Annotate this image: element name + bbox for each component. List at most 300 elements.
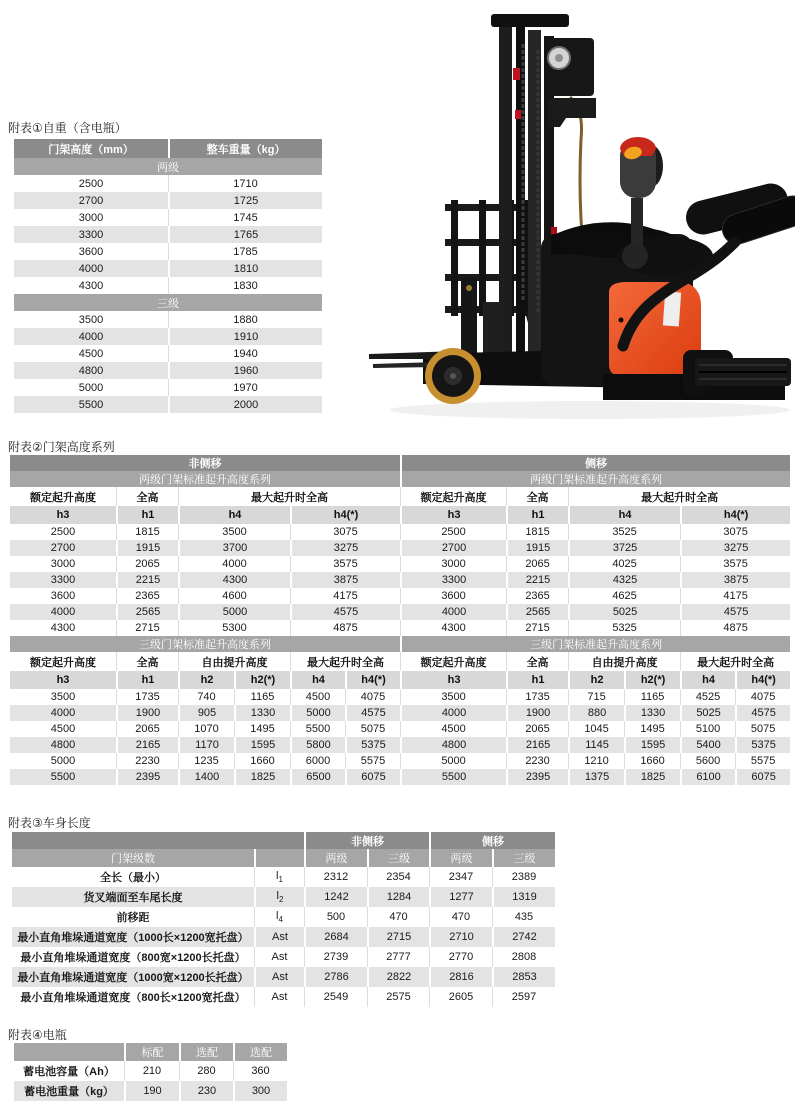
- sub-header: h4: [290, 671, 345, 689]
- table1-header-row: [14, 139, 322, 158]
- value-cell: 3275: [680, 540, 790, 556]
- data-row: [10, 753, 790, 769]
- value-cell: 3300: [14, 226, 168, 243]
- sub-header: h4(*): [735, 671, 790, 689]
- value-cell: 2230: [116, 753, 178, 769]
- group-header: 额定起升高度: [400, 652, 506, 671]
- value-cell: 3500: [178, 524, 290, 540]
- value-cell: 2000: [168, 396, 322, 413]
- value-cell: 2230: [506, 753, 568, 769]
- stage-header: 两级: [429, 849, 492, 867]
- sub-header: h1: [116, 671, 178, 689]
- series-label: 三级门架标准起升高度系列: [400, 636, 790, 652]
- value-cell: 5025: [680, 705, 735, 721]
- data-row: [14, 1081, 287, 1101]
- value-cell: 2808: [492, 947, 555, 967]
- dimension-label: 最小直角堆垛通道宽度（1000宽×1200长托盘）: [12, 967, 254, 987]
- value-cell: 3000: [10, 556, 116, 572]
- value-cell: 3500: [10, 689, 116, 705]
- value-cell: 3600: [400, 588, 506, 604]
- value-cell: 1284: [367, 887, 429, 907]
- dimension-symbol: Ast: [254, 967, 304, 987]
- value-cell: 2575: [367, 987, 429, 1007]
- value-cell: 1735: [506, 689, 568, 705]
- series-label: 两级门架标准起升高度系列: [400, 471, 790, 487]
- group-header: 自由提升高度: [568, 652, 680, 671]
- value-cell: 230: [179, 1081, 233, 1101]
- data-row: [14, 260, 322, 277]
- value-cell: 4575: [290, 604, 400, 620]
- product-photo-reach-truck: [365, 2, 795, 426]
- value-cell: 3875: [680, 572, 790, 588]
- value-cell: 2354: [367, 867, 429, 887]
- value-cell: 4325: [568, 572, 680, 588]
- value-cell: 1915: [506, 540, 568, 556]
- value-cell: 4600: [178, 588, 290, 604]
- battery-table: [14, 1043, 287, 1101]
- value-cell: 3525: [568, 524, 680, 540]
- group-header: 全高: [506, 487, 568, 506]
- value-cell: 5500: [290, 721, 345, 737]
- value-cell: 1375: [568, 769, 624, 785]
- value-cell: 4800: [14, 362, 168, 379]
- sub-header: h4(*): [290, 506, 400, 524]
- value-cell: 3000: [400, 556, 506, 572]
- empty-header: [14, 1043, 124, 1061]
- value-cell: 5800: [290, 737, 345, 753]
- value-cell: 2715: [506, 620, 568, 636]
- value-cell: 3700: [178, 540, 290, 556]
- value-cell: 6000: [290, 753, 345, 769]
- value-cell: 1070: [178, 721, 234, 737]
- group-header: 最大起升时全高: [290, 652, 400, 671]
- value-cell: 2816: [429, 967, 492, 987]
- series-label: 两级门架标准起升高度系列: [10, 471, 400, 487]
- value-cell: 4300: [178, 572, 290, 588]
- value-cell: 2395: [506, 769, 568, 785]
- value-cell: 5600: [680, 753, 735, 769]
- value-cell: 1970: [168, 379, 322, 396]
- value-cell: 2597: [492, 987, 555, 1007]
- value-cell: 2065: [116, 721, 178, 737]
- sub-header: h2(*): [624, 671, 680, 689]
- value-cell: 1400: [178, 769, 234, 785]
- value-cell: 4500: [14, 345, 168, 362]
- sub-header: h4(*): [680, 506, 790, 524]
- value-cell: 2312: [304, 867, 367, 887]
- group-header: 最大起升时全高: [178, 487, 400, 506]
- value-cell: 5500: [10, 769, 116, 785]
- dimension-symbol: $l_2$: [254, 887, 304, 907]
- value-cell: 1045: [568, 721, 624, 737]
- section-band: [14, 158, 322, 175]
- data-row: [10, 721, 790, 737]
- shift-group-label: 侧移: [429, 832, 555, 849]
- value-cell: 5375: [735, 737, 790, 753]
- data-row: [12, 927, 555, 947]
- group-header: 额定起升高度: [400, 487, 506, 506]
- value-cell: 2715: [367, 927, 429, 947]
- sub-header: h4: [568, 506, 680, 524]
- empty-header: [12, 832, 304, 849]
- value-cell: 2165: [116, 737, 178, 753]
- value-cell: 1880: [168, 311, 322, 328]
- value-cell: 3600: [14, 243, 168, 260]
- value-cell: 2365: [506, 588, 568, 604]
- value-cell: 4875: [680, 620, 790, 636]
- value-cell: 4575: [680, 604, 790, 620]
- value-cell: 210: [124, 1061, 179, 1081]
- series-label: 三级门架标准起升高度系列: [10, 636, 400, 652]
- value-cell: 2700: [10, 540, 116, 556]
- value-cell: 2565: [506, 604, 568, 620]
- value-cell: 4525: [680, 689, 735, 705]
- value-cell: 1900: [116, 705, 178, 721]
- value-cell: 2710: [429, 927, 492, 947]
- value-cell: 1745: [168, 209, 322, 226]
- series-band-row: [10, 471, 790, 487]
- value-cell: 1910: [168, 328, 322, 345]
- data-row: [12, 987, 555, 1007]
- value-cell: 2684: [304, 927, 367, 947]
- value-cell: 4500: [10, 721, 116, 737]
- value-cell: 4000: [14, 328, 168, 345]
- value-cell: 5575: [345, 753, 400, 769]
- value-cell: 3300: [10, 572, 116, 588]
- value-cell: 2389: [492, 867, 555, 887]
- dimension-label: 前移距: [12, 907, 254, 927]
- value-cell: 1277: [429, 887, 492, 907]
- dimension-label: 最小直角堆垛通道宽度（1000长×1200宽托盘）: [12, 927, 254, 947]
- stage-header: 三级: [492, 849, 555, 867]
- value-cell: 6075: [735, 769, 790, 785]
- value-cell: 1165: [624, 689, 680, 705]
- value-cell: 4800: [10, 737, 116, 753]
- value-cell: 1725: [168, 192, 322, 209]
- value-cell: 3300: [400, 572, 506, 588]
- value-cell: 435: [492, 907, 555, 927]
- data-row: [10, 524, 790, 540]
- value-cell: 5325: [568, 620, 680, 636]
- value-cell: 4625: [568, 588, 680, 604]
- value-cell: 2700: [14, 192, 168, 209]
- value-cell: 3500: [400, 689, 506, 705]
- value-cell: 2742: [492, 927, 555, 947]
- config-header: 选配: [233, 1043, 287, 1061]
- dimension-label: 货叉端面至车尾长度: [12, 887, 254, 907]
- operator-platform: [695, 358, 791, 400]
- value-cell: 4000: [400, 705, 506, 721]
- value-cell: 2065: [506, 556, 568, 572]
- value-cell: 5075: [735, 721, 790, 737]
- value-cell: 2065: [506, 721, 568, 737]
- value-cell: 4000: [400, 604, 506, 620]
- value-cell: 715: [568, 689, 624, 705]
- value-cell: 2065: [116, 556, 178, 572]
- value-cell: 4000: [178, 556, 290, 572]
- data-row: [10, 705, 790, 721]
- value-cell: 1785: [168, 243, 322, 260]
- section-label: 三级: [14, 294, 322, 311]
- value-cell: 360: [233, 1061, 287, 1081]
- battery-label: 蓄电池容量（Ah）: [14, 1061, 124, 1081]
- value-cell: 470: [367, 907, 429, 927]
- value-cell: 2215: [506, 572, 568, 588]
- value-cell: 1242: [304, 887, 367, 907]
- group-header: 额定起升高度: [10, 652, 116, 671]
- dimension-symbol: Ast: [254, 947, 304, 967]
- group-header: 额定起升高度: [10, 487, 116, 506]
- sub-header: h2: [178, 671, 234, 689]
- data-row: [10, 572, 790, 588]
- value-cell: 1330: [234, 705, 290, 721]
- data-row: [14, 345, 322, 362]
- value-cell: 740: [178, 689, 234, 705]
- value-cell: 4175: [680, 588, 790, 604]
- value-cell: 880: [568, 705, 624, 721]
- data-row: [14, 277, 322, 294]
- value-cell: 2395: [116, 769, 178, 785]
- value-cell: 6500: [290, 769, 345, 785]
- value-cell: 4025: [568, 556, 680, 572]
- value-cell: 5000: [10, 753, 116, 769]
- value-cell: 3575: [290, 556, 400, 572]
- shift-group-label: 非侧移: [304, 832, 429, 849]
- value-cell: 1165: [234, 689, 290, 705]
- value-cell: 2165: [506, 737, 568, 753]
- value-cell: 2215: [116, 572, 178, 588]
- front-wheel: [425, 348, 481, 404]
- battery-label: 蓄电池重量（kg）: [14, 1081, 124, 1101]
- config-header: 标配: [124, 1043, 179, 1061]
- shift-group-label: 非侧移: [10, 455, 400, 471]
- value-cell: 6100: [680, 769, 735, 785]
- value-cell: 5000: [290, 705, 345, 721]
- value-cell: 1815: [116, 524, 178, 540]
- sub-header: h1: [506, 671, 568, 689]
- data-row: [14, 209, 322, 226]
- dimension-symbol: $l_1$: [254, 867, 304, 887]
- backrest-pads: [682, 180, 795, 248]
- dimension-label: 最小直角堆垛通道宽度（800长×1200宽托盘）: [12, 987, 254, 1007]
- column-header: 门架高度（mm）: [14, 139, 168, 158]
- table1-title: 附表①自重（含电瓶）: [8, 121, 127, 135]
- value-cell: 3275: [290, 540, 400, 556]
- value-cell: 1825: [234, 769, 290, 785]
- value-cell: 1595: [234, 737, 290, 753]
- dimension-symbol: Ast: [254, 927, 304, 947]
- value-cell: 280: [179, 1061, 233, 1081]
- value-cell: 500: [304, 907, 367, 927]
- value-cell: 1735: [116, 689, 178, 705]
- data-row: [12, 947, 555, 967]
- value-cell: 3600: [10, 588, 116, 604]
- sub-header: h1: [116, 506, 178, 524]
- stage-header-row: [12, 849, 555, 867]
- value-cell: 2853: [492, 967, 555, 987]
- value-cell: 1170: [178, 737, 234, 753]
- group-header-row: [10, 487, 790, 506]
- sub-header: h3: [10, 671, 116, 689]
- stage-header: 两级: [304, 849, 367, 867]
- value-cell: 6075: [345, 769, 400, 785]
- value-cell: 5000: [14, 379, 168, 396]
- data-row: [10, 540, 790, 556]
- value-cell: 4575: [735, 705, 790, 721]
- value-cell: 4175: [290, 588, 400, 604]
- table2-title: 附表②门架高度系列: [8, 440, 115, 454]
- value-cell: 3075: [680, 524, 790, 540]
- body-length-table: [12, 832, 555, 1007]
- data-row: [14, 311, 322, 328]
- self-weight-table: [14, 139, 322, 413]
- value-cell: 2565: [116, 604, 178, 620]
- value-cell: 4075: [345, 689, 400, 705]
- value-cell: 4000: [10, 604, 116, 620]
- group-header-row: [10, 652, 790, 671]
- data-row: [10, 620, 790, 636]
- value-cell: 3000: [14, 209, 168, 226]
- table3-title: 附表③车身长度: [8, 816, 91, 830]
- data-row: [10, 556, 790, 572]
- value-cell: 1710: [168, 175, 322, 192]
- value-cell: 1495: [234, 721, 290, 737]
- value-cell: 4500: [290, 689, 345, 705]
- value-cell: 1830: [168, 277, 322, 294]
- sub-header: h2: [568, 671, 624, 689]
- data-row: [14, 175, 322, 192]
- value-cell: 4000: [10, 705, 116, 721]
- value-cell: 1319: [492, 887, 555, 907]
- value-cell: 905: [178, 705, 234, 721]
- group-header: 最大起升时全高: [568, 487, 790, 506]
- value-cell: 1330: [624, 705, 680, 721]
- value-cell: 5025: [568, 604, 680, 620]
- dimension-symbol: Ast: [254, 987, 304, 1007]
- value-cell: 4075: [735, 689, 790, 705]
- value-cell: 4300: [14, 277, 168, 294]
- value-cell: 5400: [680, 737, 735, 753]
- data-row: [14, 1061, 287, 1081]
- sub-header-row: [10, 506, 790, 524]
- value-cell: 5575: [735, 753, 790, 769]
- data-row: [12, 907, 555, 927]
- value-cell: 2777: [367, 947, 429, 967]
- group-header: 最大起升时全高: [680, 652, 790, 671]
- row-group-header: 门架级数: [12, 849, 254, 867]
- value-cell: 2347: [429, 867, 492, 887]
- sub-header: h3: [10, 506, 116, 524]
- value-cell: 4800: [400, 737, 506, 753]
- value-cell: 5500: [400, 769, 506, 785]
- value-cell: 1810: [168, 260, 322, 277]
- sub-header: h4(*): [345, 671, 400, 689]
- data-row: [12, 887, 555, 907]
- empty-header: [254, 849, 304, 867]
- data-row: [10, 737, 790, 753]
- data-row: [10, 769, 790, 785]
- value-cell: 2365: [116, 588, 178, 604]
- value-cell: 1815: [506, 524, 568, 540]
- value-cell: 1495: [624, 721, 680, 737]
- value-cell: 2739: [304, 947, 367, 967]
- reach-truck-illustration: [365, 2, 795, 426]
- stage-header: 三级: [367, 849, 429, 867]
- value-cell: 2500: [10, 524, 116, 540]
- value-cell: 5000: [400, 753, 506, 769]
- sub-header-row: [10, 671, 790, 689]
- value-cell: 4575: [345, 705, 400, 721]
- value-cell: 2605: [429, 987, 492, 1007]
- data-row: [10, 604, 790, 620]
- value-cell: 4300: [400, 620, 506, 636]
- value-cell: 1765: [168, 226, 322, 243]
- sub-header: h2(*): [234, 671, 290, 689]
- value-cell: 5500: [14, 396, 168, 413]
- data-row: [14, 243, 322, 260]
- data-row: [14, 362, 322, 379]
- value-cell: 2715: [116, 620, 178, 636]
- data-row: [14, 328, 322, 345]
- data-row: [10, 588, 790, 604]
- column-header: 整车重量（kg）: [168, 139, 322, 158]
- sub-header: h3: [400, 506, 506, 524]
- value-cell: 1235: [178, 753, 234, 769]
- sub-header: h3: [400, 671, 506, 689]
- value-cell: 1940: [168, 345, 322, 362]
- value-cell: 2770: [429, 947, 492, 967]
- data-row: [10, 689, 790, 705]
- value-cell: 1900: [506, 705, 568, 721]
- section-label: 两级: [14, 158, 322, 175]
- value-cell: 3725: [568, 540, 680, 556]
- value-cell: 1660: [234, 753, 290, 769]
- value-cell: 5100: [680, 721, 735, 737]
- value-cell: 3075: [290, 524, 400, 540]
- value-cell: 1960: [168, 362, 322, 379]
- mast-height-series-table: [10, 455, 790, 785]
- value-cell: 4300: [10, 620, 116, 636]
- value-cell: 4875: [290, 620, 400, 636]
- shift-group-row: [10, 455, 790, 471]
- value-cell: 5300: [178, 620, 290, 636]
- value-cell: 2822: [367, 967, 429, 987]
- data-row: [14, 379, 322, 396]
- dimension-symbol: $l_4$: [254, 907, 304, 927]
- shift-group-row: [12, 832, 555, 849]
- section-band: [14, 294, 322, 311]
- value-cell: 1825: [624, 769, 680, 785]
- value-cell: 3575: [680, 556, 790, 572]
- value-cell: 470: [429, 907, 492, 927]
- group-header: 全高: [506, 652, 568, 671]
- value-cell: 4500: [400, 721, 506, 737]
- group-header: 全高: [116, 652, 178, 671]
- value-cell: 5000: [178, 604, 290, 620]
- value-cell: 2700: [400, 540, 506, 556]
- value-cell: 1145: [568, 737, 624, 753]
- group-header: 全高: [116, 487, 178, 506]
- value-cell: 2786: [304, 967, 367, 987]
- group-header: 自由提升高度: [178, 652, 290, 671]
- data-row: [14, 226, 322, 243]
- value-cell: 190: [124, 1081, 179, 1101]
- dimension-label: 最小直角堆垛通道宽度（800宽×1200长托盘）: [12, 947, 254, 967]
- table4-title: 附表④电瓶: [8, 1028, 67, 1042]
- value-cell: 1660: [624, 753, 680, 769]
- value-cell: 5375: [345, 737, 400, 753]
- data-row: [14, 396, 322, 413]
